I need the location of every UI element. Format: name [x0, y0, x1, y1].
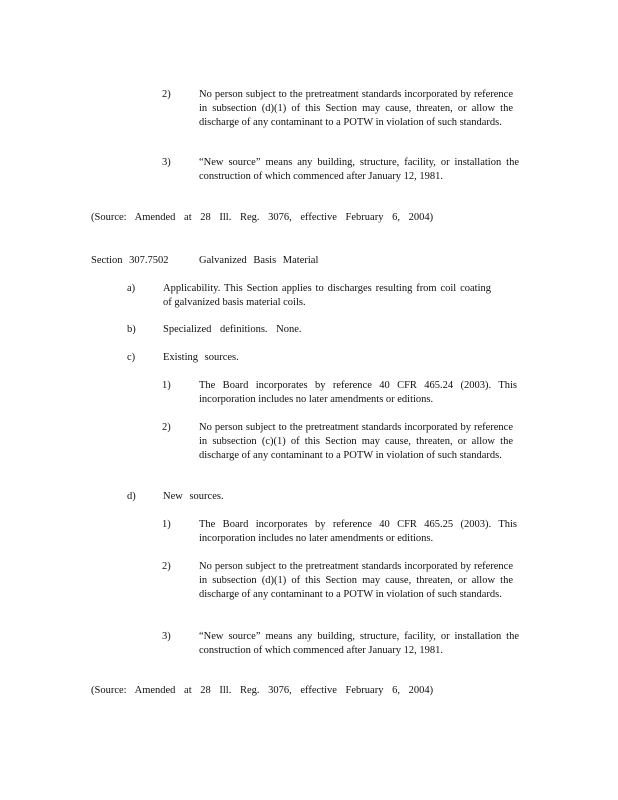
item-number: 2)	[162, 561, 171, 572]
item-text: The Board incorporates by reference 40 CFR 465.25 (2003). This incorporation includes no later amendments or editions.	[199, 519, 517, 544]
subsection-label: d)	[127, 491, 136, 502]
subsection-text: Specialized definitions. None.	[163, 324, 302, 335]
item-number: 2)	[162, 89, 171, 100]
section-title: Galvanized Basis Material	[199, 255, 319, 266]
subsection-text: New sources.	[163, 491, 224, 502]
source-note: (Source: Amended at 28 Ill. Reg. 3076, effective February 6, 2004)	[91, 685, 434, 696]
item-text: No person subject to the pretreatment standards incorporated by reference in subsection (d)(1) of this Section may cause, threaten, or allow the discharge of any contaminant to a POTW in violation of such standards.	[199, 89, 513, 128]
item-text: “New source” means any building, structure, facility, or installation the construction of which commenced after January 12, 1981.	[199, 631, 519, 656]
source-note: (Source: Amended at 28 Ill. Reg. 3076, effective February 6, 2004)	[91, 212, 434, 223]
item-text: No person subject to the pretreatment standards incorporated by reference in subsection (c)(1) of this Section may cause, threaten, or allow the discharge of any contaminant to a POTW in violation of such standards.	[199, 422, 513, 461]
subsection-label: a)	[127, 283, 136, 294]
item-number: 2)	[162, 422, 171, 433]
item-number: 1)	[162, 519, 171, 530]
section-heading	[91, 255, 319, 266]
subsection-label: c)	[127, 352, 136, 363]
item-text: The Board incorporates by reference 40 CFR 465.24 (2003). This incorporation includes no later amendments or editions.	[199, 380, 517, 405]
item-number: 3)	[162, 631, 171, 642]
subsection-label: b)	[127, 324, 136, 335]
item-text: “New source” means any building, structure, facility, or installation the construction of which commenced after January 12, 1981.	[199, 157, 519, 182]
section-number: Section 307.7502	[91, 255, 169, 266]
subsection-text: Existing sources.	[163, 352, 239, 363]
item-number: 3)	[162, 157, 171, 168]
item-text: No person subject to the pretreatment standards incorporated by reference in subsection (d)(1) of this Section may cause, threaten, or allow the discharge of any contaminant to a POTW in violation of such standards.	[199, 561, 513, 600]
item-number: 1)	[162, 380, 171, 391]
subsection-text: Applicability. This Section applies to discharges resulting from coil coating of galvanized basis material coils.	[163, 283, 491, 308]
